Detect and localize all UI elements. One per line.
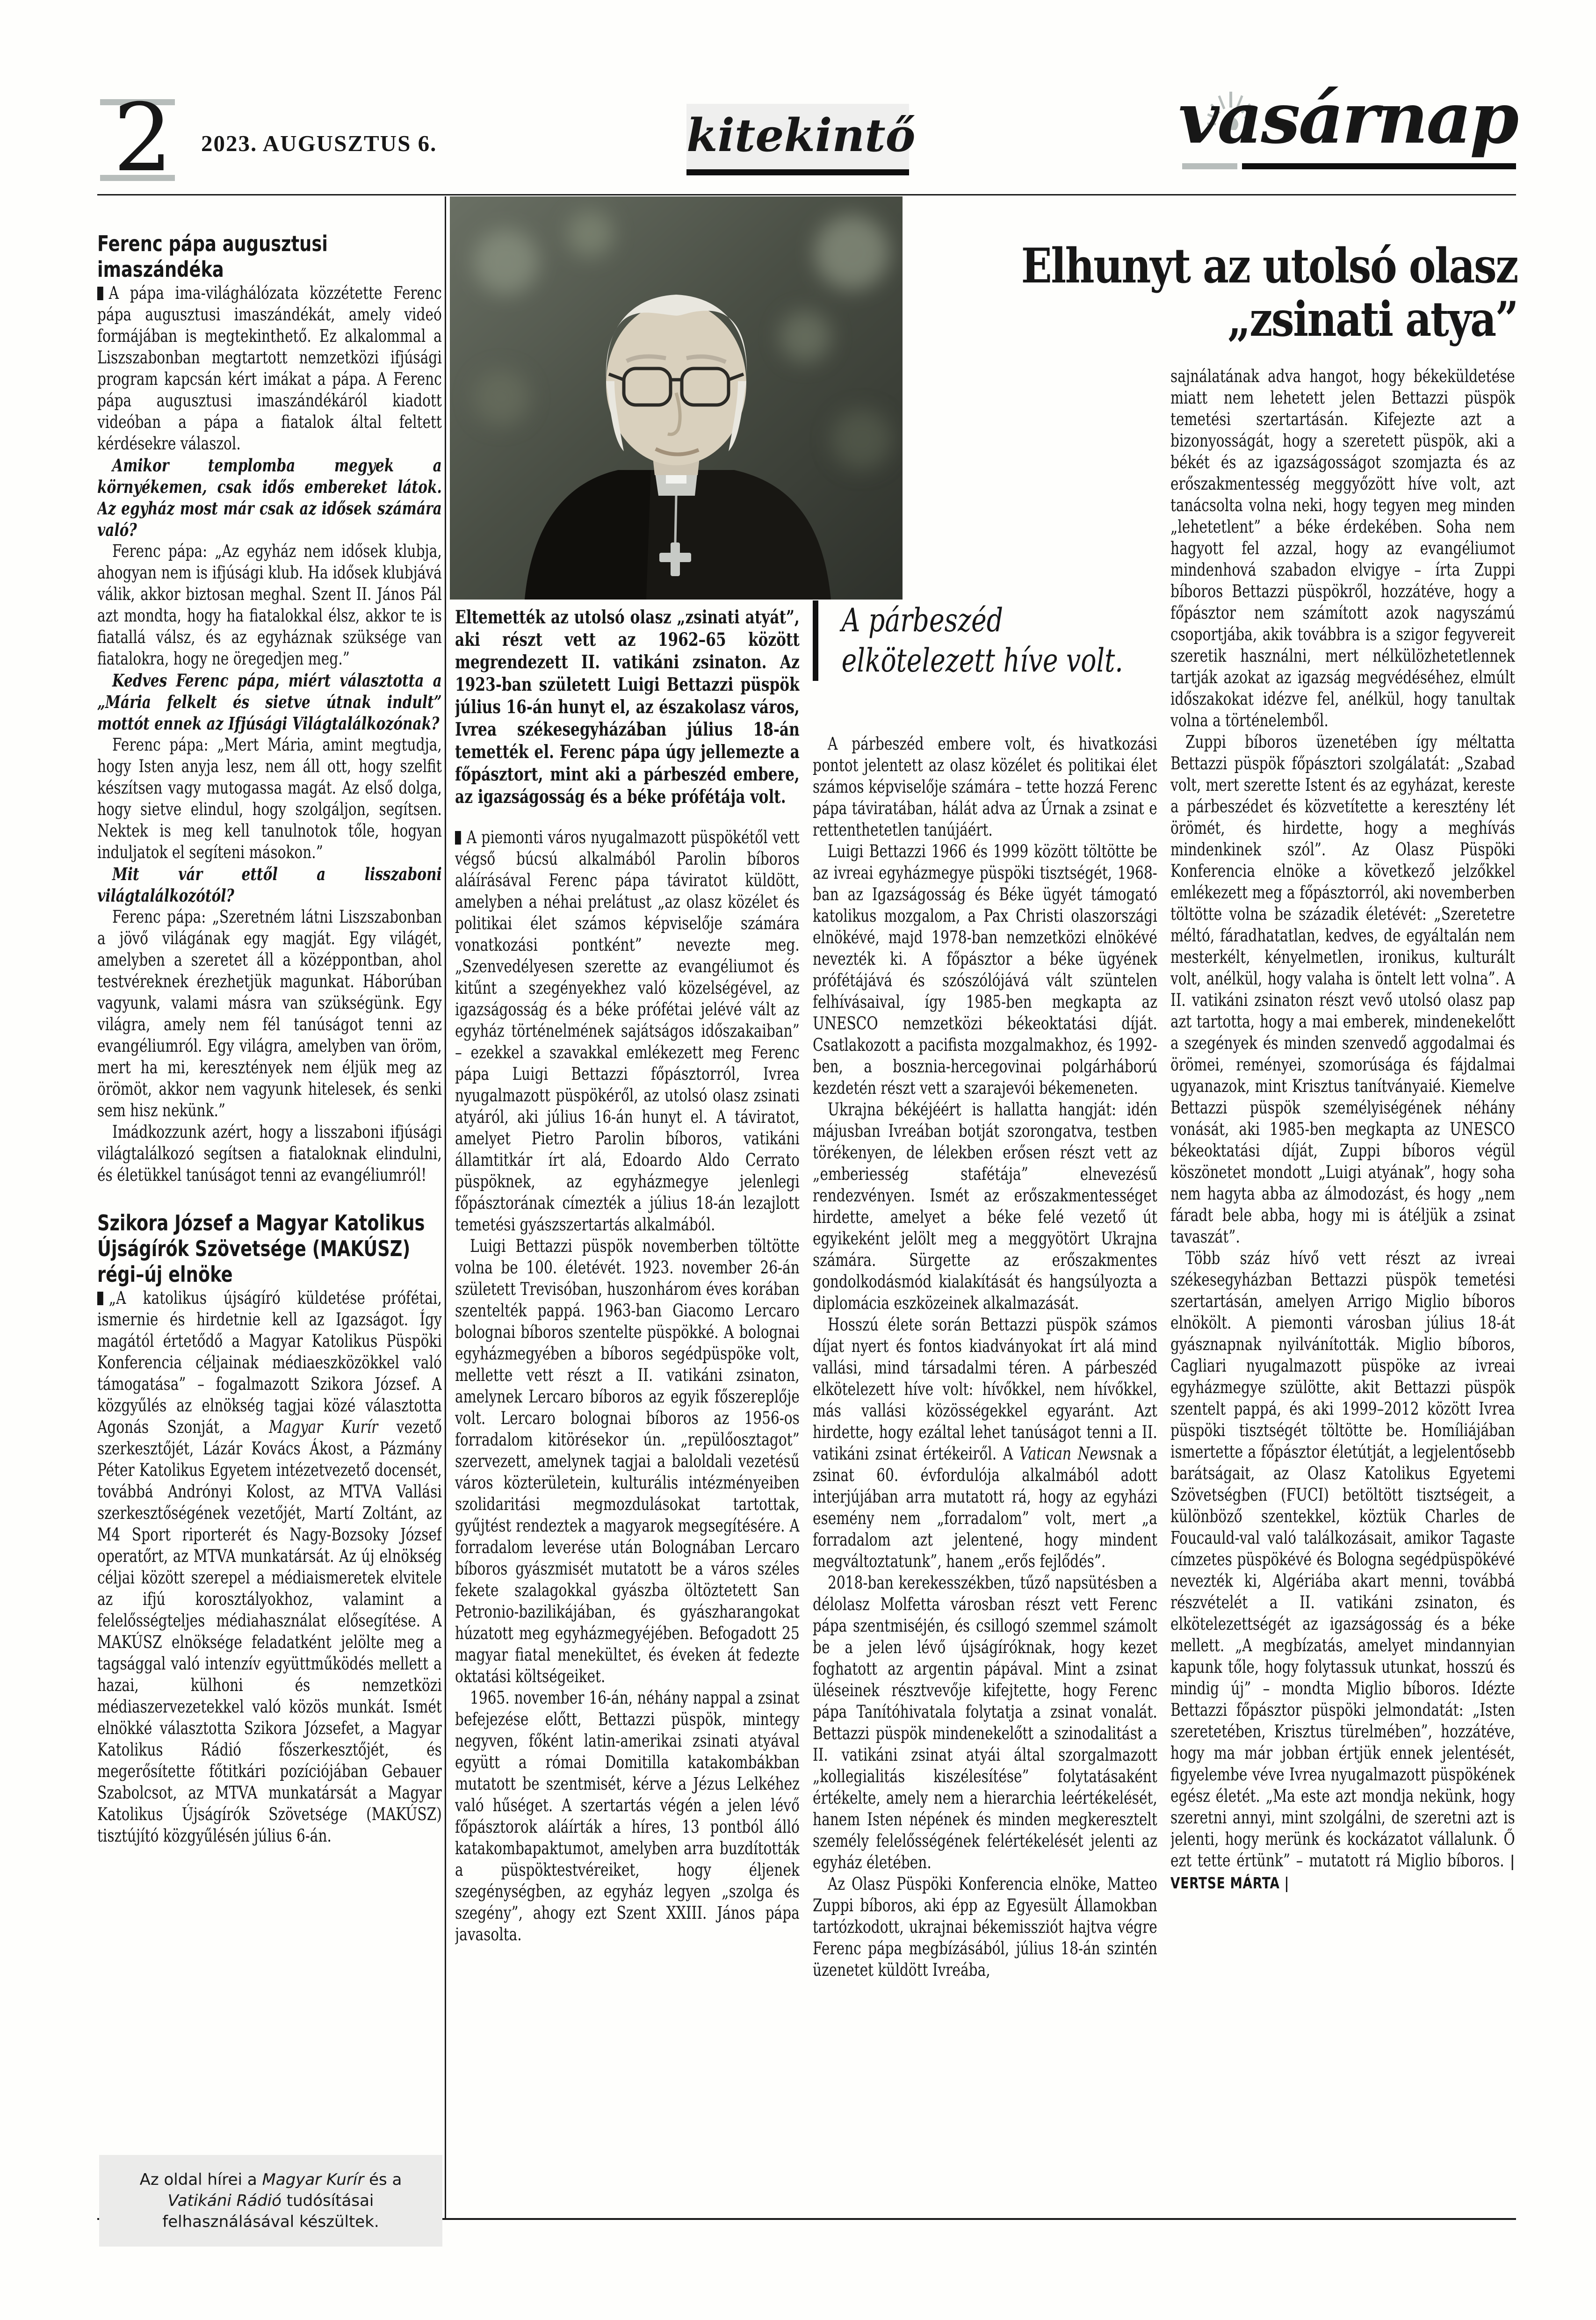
paragraph: Több száz hívő vett részt az ivreai székesegyházban Bettazzi püspök temetési szertartásán, amelyen Arrigo Miglio bíboros elnökölt. A piemonti városban július 18-át gyásznapnak nyilvánították. Miglio bíboros, Cagliari nyugalmazott püspöke az ivreai egyházmegye szülötte, akit Bettazzi püspök szentelt pappá, és aki 1999–2012 között Ivrea püspöki tisztségét töltötte be. Homíliájában ismertette a főpásztor életútját, a legjelentősebb barátságait, az Olasz Katolikus Egyetemi Szövetségben (FUCI) betöltött tisztségeit, a különböző szentekkel, köztük Charles de Foucauld-val való találkozásait, amikor Tagaste címzetes püspökévé és Bologna segédpüspökévé nevezték ki, Algériába akart menni, továbbá részvételét a II. vatikáni zsinaton, és elkötelezettségét az igazságosság és a béke mellett. „A megbízatás, amelyet mindannyian kapunk tőle, hogy folytassuk utunkat, hosszú és mindig új” – mondta Miglio bíboros. Idézte Bettazzi főpásztor püspöki jelmondatát: „Isten szeretetében, Krisztus türelmében”, hozzátéve, hogy ma már jobban értjük ennek jelentését, figyelembe véve Ivrea nyugalmazott püspökének egész életét. „Ma este azt mondja nekünk, hogy szeretni annyi, mint szolgálni, de szeretni azt is jelenti, hogy merünk és kockázatot vállalunk. Ő ezt tette értünk” – mutatott rá Miglio bíboros. | VERTSE MÁRTA |: [1170, 1248, 1515, 1892]
paragraph: Az Olasz Püspöki Konferencia elnöke, Matteo Zuppi bíboros, aki épp az Egyesült Államokban tartózkodott, ukrajnai békemissziót hajtva végre Ferenc pápa megbízásából, július 18-án szintén üzenetet küldött Ivreába,: [813, 1874, 1157, 1980]
paragraph: A piemonti város nyugalmazott püspökétől vett végső búcsú alkalmából Parolin bíboros aláírásával Ferenc pápa táviratot küldött, amelyben a néhai prelátust „az olasz közélet és politikai élet számos képviselője számára vonatkozási pontként” nevezte meg. „Szenvedélyesen szerette az evangéliumot és kitűnt a szegényekhez való közelségével, az igazságosság és a béke prófétai jelévé vált az egyház történelmének sajátságos időszakaiban” – ezekkel a szavakkal emlékezett meg Ferenc pápa Luigi Bettazzi főpásztorról, Ivrea nyugalmazott püspökéről, az utolsó olasz zsinati atyáról, aki július 16-án hunyt el. A táviratot, amelyet Pietro Parolin bíboros, vatikáni államtitkár írt alá, Edoardo Aldo Cerrato püspöknek, az egyházmegye jelenlegi főpásztorának címezték a július 18-án lezajlott temetési gyászszertartás alkalmából.: [455, 827, 800, 1235]
interview-answer: Ferenc pápa: „Az egyház nem idősek klubja, ahogyan nem is ifjúsági klub. Ha idősek klubjává válik, akkor biztosan meghal. Szent II. János Pál azt mondta, hogy ha fiatalokkal élsz, akkor te is fiatallá válsz, és az egyháznak szüksége van fiatalokra, hogy ne öregedjen meg.”: [97, 541, 442, 669]
article1-title: Ferenc pápa augusztusi imaszándéka: [97, 231, 328, 282]
interview-answer: Ferenc pápa: „Szeretném látni Liszszabonban a jövő világának egy magját. Egy világét, amelyben a szeretet áll a középpontban, ahol testvéreknek érezhetjük magunkat. Háborúban vagyunk, valami másra van szükségünk. Egy világra, amely nem fél tanúságot tenni az evangéliumról. Egy világra, amelyben van öröm, mert ha mi, keresztények nem éljük meg az örömöt, akkor nem vagyunk hitelesek, és senki sem hisz nekünk.”: [97, 907, 442, 1120]
author-byline: | VERTSE MÁRTA |: [1170, 1852, 1515, 1892]
interview-answer: Ferenc pápa: „Mert Mária, amint megtudja, hogy Isten anyja lesz, nem áll ott, hogy szelfit készítsen vagy mutogassa magát. Az első dolga, hogy sietve elindul, hogy szolgáljon, segítsen. Nektek is meg kell tanulnotok tőle, hogyan induljatok el segíteni másokon.”: [97, 735, 442, 862]
headline-line-1: Elhunyt az utolsó olasz: [1021, 238, 1517, 294]
headline-line-2: „zsinati atya”: [1227, 291, 1517, 347]
article-lead: Eltemették az utolsó olasz „zsinati atyát”, aki részt vett az 1962–65 között megrendezett II. vatikáni zsinaton. Az 1923-ban született Luigi Bettazzi püspök július 16-án hunyt el, az északolasz város, Ivrea székesegyházában július 18-án temették el. Ferenc pápa úgy jellemezte a főpásztort, mint aki a párbeszéd embere, az igazságosság és a béke prófétája volt.: [455, 607, 800, 808]
paragraph: Zuppi bíboros üzenetében így méltatta Bettazzi püspök főpásztori szolgálatát: „Szabad volt, mert szerette Istent és az egyházat, kereste a párbeszédet és közvetítette a keresztény lét örömét, és hirdette, hogy a meghívás mindenkinek szól”. Az Olasz Püspöki Konferencia elnöke a következő jelzőkkel emlékezett meg a főpásztorról, aki novemberben töltötte volna be századik életévét: „Szeretetre méltó, fáradhatatlan, kedves, de egyáltalán nem mesterkélt, kényelmetlen, ironikus, kulturált volt, anélkül, hogy valaha is öntelt lett volna”. A II. vatikáni zsinaton részt vevő utolsó olasz pap azt tartotta, hogy a mai emberek, mindenekelőtt a szegények és minden szenvedő aggodalmai és örömei, reményei, szomorúsága és fájdalmai ugyanazok, mint Krisztus tanítványaié. Kiemelve Bettazzi püspök személyiségének néhány vonását, aki 1985-ben megkapta az UNESCO békeoktatási díját, Zuppi bíboros végül köszönetet mondott „Luigi atyának”, hogy soha nem hagyta abba az álmodozást, és hogy „nem fáradt bele abba, hogy mi is átéljük a zsinat tavaszát”.: [1170, 732, 1515, 1247]
paragraph: A párbeszéd embere volt, és hivatkozási pontot jelentett az olasz közélet és politikai élet számos képviselője számára – tette hozzá Ferenc pápa táviratában, hálát adva az Úrnak a zsinat e rettenthetetlen tanújáért.: [813, 734, 1157, 840]
header-rule: [97, 194, 1516, 195]
paragraph: Ukrajna békéjéért is hallatta hangját: idén májusban Ivreában botját szorongatva, testben törékenyen, de lélekben erősen részt vett az „emberiesség stafétája” elnevezésű rendezvényen. Ismét az erőszakmentességet hirdette, amelyet a béke felé vezető út egyikeként jelölt meg a meggyötört Ukrajna számára. Sürgette az erőszakmentes gondolkodásmód kialakítását és hangsúlyozta a diplomácia eszközeinek alkalmazását.: [813, 1099, 1157, 1313]
brand-underline-gray: [1182, 163, 1237, 169]
main-article-column-3: [1170, 366, 1515, 2217]
main-headline: [917, 239, 1517, 346]
section-label: kitekintő: [686, 109, 916, 162]
left-column: [97, 231, 442, 2154]
main-article-column-2: [813, 733, 1157, 2217]
brand-underline-black: [1242, 163, 1516, 169]
paragraph: Luigi Bettazzi püspök novemberben töltötte volna be 100. életévét. 1923. november 26-án született Trevisóban, huszonhárom éves korában szentelték pappá. 1963-ban Giacomo Lercaro bolognai bíboros szentelte püspökké. A bolognai egyházmegyében a bíboros segédpüspöke volt, mellette vett részt a II. vatikáni zsinaton, amelynek Lercaro bíboros az egyik főszereplője volt. Lercaro bolognai bíboros az 1956-os forradalom kitörésekor ún. „repülőosztagot” szervezett, amelynek tagjai a baloldali vezetésű város közterületein, kulturális intézményeiben szolidaritási megmozdulásokat tartottak, gyűjtést rendeztek a magyarok megsegítésére. A forradalom leverése után Bolognában Lercaro bíboros gyászmisét mutatott be a város széles fekete szalagokkal gyászba öltöztetett San Petronio-bazilikájában, és gyászharangokat húzatott meg egyházmegyéjében. Befogadott 25 magyar fiatal menekültet, és éveken át fedezte oktatási költségeiket.: [455, 1236, 800, 1686]
paragraph-marker-icon: [97, 1292, 103, 1305]
interview-question: Amikor templomba megyek a környékemen, csak idős embereket látok. Az egyház most már csak az idősek számára való?: [97, 455, 442, 540]
main-article-column-1: [455, 606, 800, 2215]
interview-question: Mit vár ettől a lisszaboni világtalálkozótól?: [97, 864, 442, 906]
photo-luigi-bettazzi: [450, 196, 903, 600]
pull-quote: A párbeszéd elkötelezett híve volt.: [813, 600, 1186, 681]
paragraph-marker-icon: [97, 287, 103, 300]
paragraph: Imádkozzunk azért, hogy a lisszaboni ifjúsági világtalálkozó segítsen a fiataloknak elindulni, és életükkel tanúságot tenni az evangéliumról!: [97, 1122, 442, 1185]
section-label-box: [686, 104, 916, 175]
paragraph: Luigi Bettazzi 1966 és 1999 között töltötte be az ivreai egyházmegye püspöki tisztségét, 1968-ban az Igazságosság és Béke ügyét támogató katolikus mozgalom, a Pax Christi olaszországi elnökévé, majd 1978-ban nemzetközi elnökévé nevezték ki. A főpásztor a béke ügyének prófétájává és szószólójává vált szüntelen felhívásaival, így 1985-ben megkapta az UNESCO nemzetközi békeoktatási díját. Csatlakozott a pacifista mozgalmakhoz, és 1992-ben, a bosznia-hercegovinai polgárháború kezdetén részt vett a szarajevói békemeneten.: [813, 841, 1157, 1098]
paragraph: „A katolikus újságíró küldetése prófétai, ismernie és hirdetnie kell az Igazságot. Így magától értetődő a Magyar Katolikus Püspöki Konferencia céljainak médiaeszközökkel való támogatása” – fogalmazott Szikora József. A közgyűlés az elnökség tagjai közé választotta Agonás Szonját, a Magyar Kurír vezető szerkesztőjét, Lázár Kovács Ákost, a Pázmány Péter Katolikus Egyetem intézetvezető docensét, továbbá Andrónyi Kolost, az MTVA Vallási szerkesztőségének vezetőjét, Martí Zoltánt, az M4 Sport riporterét és Nagy-Bozsoky József operatőrt, az MTVA munkatársát. Az új elnökség céljai között szerepel a médiaismeretek elvitele az ifjú korosztályokhoz, valamint a felelősségteljes médiahasználat elősegítése. A MAKÚSZ elnöksége feladatként jelölte meg a tagsággal való intenzív együttműködés mellett a hazai, külhoni és nemzetközi médiaszervezetekkel való közös munkát. Ismét elnökké választotta Szikora Józsefet, a Magyar Katolikus Rádió főszerkesztőjét, és megerősítette főtitkári pozíciójában Gebauer Szabolcsot, az MTVA munkatársát a Magyar Katolikus Újságírók Szövetsége (MAKÚSZ) tisztújító közgyűlésén július 6-án.: [97, 1288, 442, 1846]
paragraph: 1965. november 16-án, néhány nappal a zsinat befejezése előtt, Bettazzi püspök, mintegy negyven, főként latin-amerikai zsinati atyával együtt a római Domitilla katakombákban mutatott be szentmisét, kérve a Jézus Lelkéhez való hűséget. A szertartás végén a jelen lévő főpásztorok aláírták a híres, 13 pontból álló katakombapaktumot, amelyben arra buzdították a püspöktestvéreiket, hogy éljenek szegénységben, az egyház legyen „szolga és szegény”, ahogy ezt Szent XXIII. János pápa javasolta.: [455, 1688, 800, 1944]
article2-title: Szikora József a Magyar Katolikus Újságírók Szövetsége (MAKÚSZ) régi–új elnöke: [97, 1210, 425, 1287]
brand-logo: vasárnap: [1178, 77, 1517, 159]
paragraph: 2018-ban kerekesszékben, tűző napsütésben a délolasz Molfetta városban részt vett Ferenc pápa szentmiséjén, és csillogó szemmel számolt be a jelen lévő újságíróknak, hogy kezet foghatott az argentin pápával. Mint a zsinat üléseinek résztvevője kifejtette, hogy Ferenc pápa Tanítóhivatala folytatja a zsinat vonalát. Bettazzi püspök mindenekelőtt a szinodalitást a II. vatikáni zsinat atyái által szorgalmazott „kollegialitás kiszélesítése” folytatásaként értékelte, amely nem a hierarchia leértékelését, hanem Isten népének és minden megkeresztelt személy felelősségének felértékelését jelenti az egyház életében.: [813, 1573, 1157, 1872]
page-source-note: Az oldal hírei a Magyar Kurír és a Vatikáni Rádió tudósításai felhasználásával készültek.: [99, 2155, 442, 2247]
page-number: 2: [113, 84, 170, 193]
column-divider-rule: [445, 196, 446, 2219]
paragraph: Hosszú élete során Bettazzi püspök számos díjat nyert és fontos kiadványokat írt alá mind vallási, mind társadalmi téren. A párbeszéd elkötelezett híve volt: hívőkkel, nem hívőkkel, más vallási közösségekkel egyaránt. Azt hirdette, hogy ezáltal lehet tanúságot tenni a II. vatikáni zsinat értékeiről. A Vatican Newsnak a zsinat 60. évfordulója alkalmából adott interjújában arra mutatott rá, hogy az egyházi esemény nem „forradalom” volt, mert „a forradalom azt jelentené, hogy mindent megváltoztatunk”, hanem „erős fejlődés”.: [813, 1315, 1157, 1571]
paragraph: A pápa ima-világhálózata közzétette Ferenc pápa augusztusi imaszándékát, amely videó formájában is megtekinthető. Ez alkalommal a Liszszabonban megtartott nemzetközi ifjúsági program kapcsán kért imákat a pápa. A Ferenc pápa augusztusi imaszándékáról kiadott videóban a pápa a fiatalok által feltett kérdésekre válaszol.: [97, 283, 442, 454]
paragraph: sajnálatának adva hangot, hogy békeküldetése miatt nem lehetett jelen Bettazzi püspök temetési szertartásán. Kifejezte azt a bizonyosságát, hogy a szeretett püspök, aki a békét és az igazságosságot szomjazta és az erőszakmentesség meggyőzött híve volt, azt tanácsolta volna neki, hogy tegyen meg minden „lehetetlent” a béke érdekében. Soha nem hagyott fel azzal, hogy az evangéliumot mindenhová szabadon elvigye – írta Zuppi bíboros Bettazzi püspökről, hozzátéve, hogy a főpásztor nem számított azok nagyszámú csoportjába, akik továbbra is a szigor fegyvereit szeretik használni, mert nélkülözhetetlennek tartják azokat az igazság megvédéséhez, elmúlt időszakokat idézve fel, anélkül, hogy tanultak volna a történelemből.: [1170, 366, 1515, 730]
paragraph-marker-icon: [455, 831, 461, 845]
interview-question: Kedves Ferenc pápa, miért választotta a „Mária felkelt és sietve útnak indult” mottót ennek az Ifjúsági Világtalálkozónak?: [97, 670, 442, 734]
date: 2023. AUGUSZTUS 6.: [201, 130, 437, 156]
